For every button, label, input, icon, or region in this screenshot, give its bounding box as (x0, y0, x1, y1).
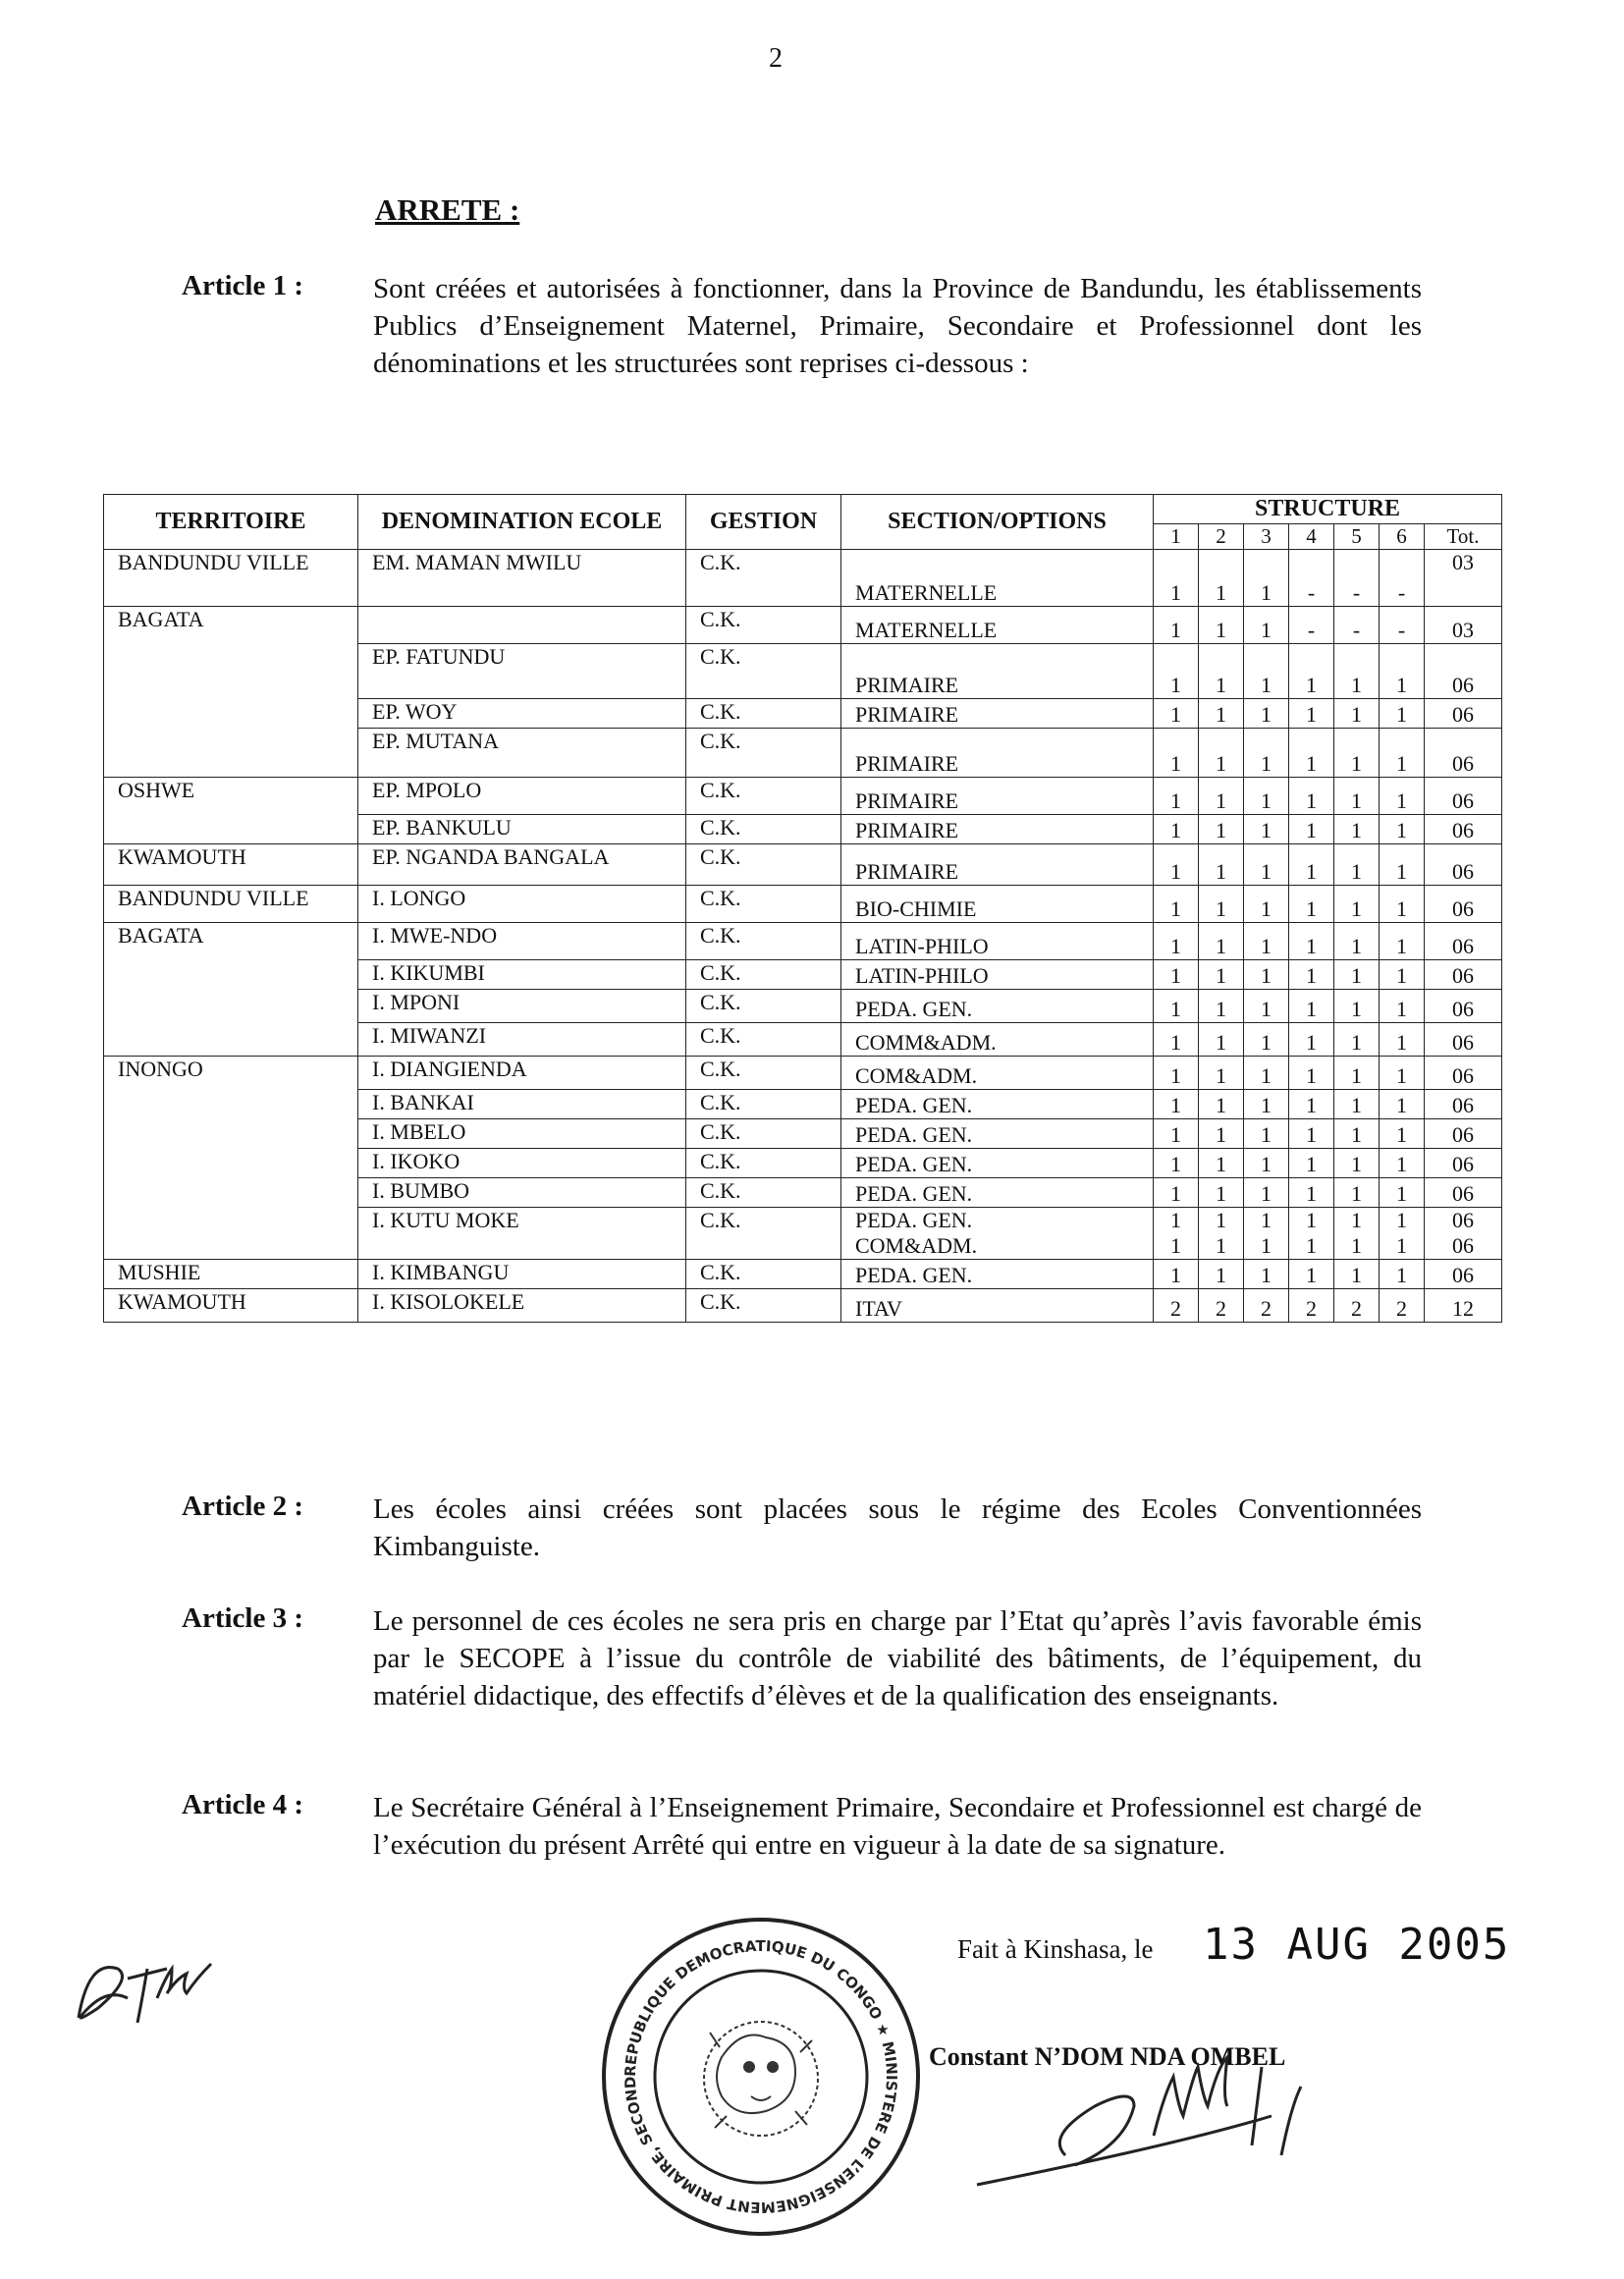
structure-cell-1: 1 (1154, 1057, 1199, 1090)
structure-cell-3: 1 (1244, 886, 1289, 923)
territoire-cell: MUSHIE (104, 1260, 358, 1289)
total-cell: 06 (1425, 1090, 1502, 1119)
denomination-cell: EP. NGANDA BANGALA (358, 844, 686, 886)
territoire-cell: BANDUNDU VILLE (104, 550, 358, 607)
table-row (104, 844, 1502, 886)
denomination-cell: EP. FATUNDU (358, 644, 686, 699)
total-cell: 06 (1425, 1119, 1502, 1149)
structure-cell-6: 2 (1380, 1289, 1425, 1323)
structure-cell-3: 1 (1244, 1260, 1289, 1289)
section-cell: MATERNELLE (841, 607, 1154, 644)
structure-cell-3: 1 (1244, 960, 1289, 990)
structure-cell-6: 1 (1380, 1057, 1425, 1090)
header-col-2: 2 (1199, 524, 1244, 550)
structure-cell-2: 1 (1199, 1090, 1244, 1119)
decree-heading: ARRETE : (375, 192, 520, 227)
section-cell: PRIMAIRE (841, 644, 1154, 699)
structure-cell-6: 1 (1380, 1023, 1425, 1057)
structure-value: 1 (1261, 1208, 1272, 1232)
article-3-text: Le personnel de ces écoles ne sera pris en charge par l’Etat qu’après l’avis favorable émis par le SECOPE à l’issue du contrôle de viabilité des bâtiments, de l’équipement, du matériel didactique, des effectifs d’élèves et de la qualification des enseignants. (373, 1605, 1422, 1711)
structure-cell-5: 1 (1334, 729, 1380, 778)
structure-cell-2: 1 (1199, 886, 1244, 923)
total-cell: 06 (1425, 644, 1502, 699)
structure-cell-4 (1289, 1208, 1334, 1260)
structure-cell-3: 1 (1244, 923, 1289, 960)
structure-cell-6: 1 (1380, 923, 1425, 960)
section-option: PEDA. GEN. (855, 1208, 973, 1232)
handwritten-initials (49, 1939, 245, 2042)
structure-cell-6: 1 (1380, 815, 1425, 844)
structure-cell-2: 1 (1199, 844, 1244, 886)
structure-value: 1 (1170, 1208, 1181, 1232)
structure-cell-5: 1 (1334, 960, 1380, 990)
structure-cell-2: 1 (1199, 1260, 1244, 1289)
structure-cell-4: 1 (1289, 1090, 1334, 1119)
structure-cell-6: 1 (1380, 960, 1425, 990)
structure-cell-3 (1244, 1208, 1289, 1260)
gestion-cell: C.K. (686, 1178, 841, 1208)
section-cell: COMM&ADM. (841, 1023, 1154, 1057)
structure-cell-3: 1 (1244, 1023, 1289, 1057)
structure-value: 1 (1170, 1233, 1181, 1258)
structure-cell-6: 1 (1380, 644, 1425, 699)
gestion-cell: C.K. (686, 729, 841, 778)
structure-cell-3: 1 (1244, 644, 1289, 699)
structure-cell-3: 1 (1244, 815, 1289, 844)
gestion-cell: C.K. (686, 778, 841, 815)
page-number: 2 (769, 43, 783, 74)
structure-value: 1 (1351, 1233, 1362, 1258)
table-row (104, 1057, 1502, 1090)
structure-cell-3: 1 (1244, 550, 1289, 607)
structure-cell-1: 1 (1154, 923, 1199, 960)
structure-cell-2: 1 (1199, 644, 1244, 699)
table-row (104, 607, 1502, 644)
structure-cell-2: 1 (1199, 923, 1244, 960)
article-3-label: Article 3 : (182, 1602, 303, 1634)
header-col-4: 4 (1289, 524, 1334, 550)
section-option: COM&ADM. (855, 1233, 978, 1258)
structure-cell-5: 1 (1334, 815, 1380, 844)
structure-cell-1: 1 (1154, 1023, 1199, 1057)
total-cell: 06 (1425, 960, 1502, 990)
section-cell: PRIMAIRE (841, 815, 1154, 844)
structure-cell-3: 1 (1244, 699, 1289, 729)
structure-cell-1: 1 (1154, 990, 1199, 1023)
signatory-name: Constant N’DOM NDA OMBEL (929, 2042, 1286, 2071)
structure-cell-1: 1 (1154, 1178, 1199, 1208)
structure-cell-6 (1380, 1208, 1425, 1260)
gestion-cell: C.K. (686, 1208, 841, 1260)
structure-cell-1: 1 (1154, 1149, 1199, 1178)
section-cell: PRIMAIRE (841, 699, 1154, 729)
structure-cell-6: 1 (1380, 1149, 1425, 1178)
structure-cell-4: 1 (1289, 1119, 1334, 1149)
structure-cell-4: 1 (1289, 815, 1334, 844)
structure-cell-6: 1 (1380, 729, 1425, 778)
article-2-text: Les écoles ainsi créées sont placées sous le régime des Ecoles Conventionnées Kimbanguiste. (373, 1493, 1422, 1562)
structure-cell-6: - (1380, 550, 1425, 607)
article-1-label: Article 1 : (182, 270, 303, 301)
total-cell: 06 (1425, 699, 1502, 729)
structure-cell-5: 1 (1334, 1057, 1380, 1090)
total-cell: 06 (1425, 729, 1502, 778)
denomination-cell: I. KIKUMBI (358, 960, 686, 990)
denomination-cell: I. BUMBO (358, 1178, 686, 1208)
structure-cell-4: 1 (1289, 960, 1334, 990)
structure-cell-6: 1 (1380, 699, 1425, 729)
territoire-cell: INONGO (104, 1057, 358, 1260)
structure-cell-3: 1 (1244, 1178, 1289, 1208)
section-cell (841, 1208, 1154, 1260)
section-cell: LATIN-PHILO (841, 923, 1154, 960)
total-cell: 06 (1425, 990, 1502, 1023)
structure-value: 1 (1396, 1208, 1407, 1232)
total-cell: 03 (1425, 550, 1502, 607)
header-territoire: TERRITOIRE (104, 495, 358, 550)
schools-structure-table (103, 494, 1502, 1323)
territoire-cell: KWAMOUTH (104, 1289, 358, 1323)
gestion-cell: C.K. (686, 1119, 841, 1149)
structure-cell-1: 1 (1154, 960, 1199, 990)
structure-cell-1: 1 (1154, 844, 1199, 886)
structure-cell-2: 1 (1199, 960, 1244, 990)
table-body (104, 550, 1502, 1323)
gestion-cell: C.K. (686, 1057, 841, 1090)
seal-text: REPUBLIQUE DEMOCRATIQUE DU CONGO ★ MINISTERE DE L’ENSEIGNEMENT PRIMAIRE, SECOND (621, 1936, 901, 2217)
total-cell: 06 (1425, 1149, 1502, 1178)
header-col-tot: Tot. (1425, 524, 1502, 550)
structure-cell-2: 1 (1199, 1149, 1244, 1178)
total-cell: 06 (1425, 923, 1502, 960)
structure-cell-4: 1 (1289, 1023, 1334, 1057)
denomination-cell (358, 607, 686, 644)
structure-cell-5: - (1334, 607, 1380, 644)
total-cell: 06 (1425, 1057, 1502, 1090)
structure-cell-2: 1 (1199, 1023, 1244, 1057)
section-cell: BIO-CHIMIE (841, 886, 1154, 923)
article-4-label: Article 4 : (182, 1789, 303, 1820)
structure-cell-2: 1 (1199, 778, 1244, 815)
gestion-cell: C.K. (686, 644, 841, 699)
gestion-cell: C.K. (686, 550, 841, 607)
structure-cell-2: 1 (1199, 1057, 1244, 1090)
denomination-cell: EP. MPOLO (358, 778, 686, 815)
table-row (104, 1260, 1502, 1289)
structure-cell-3: 1 (1244, 1090, 1289, 1119)
date-stamp: 13 AUG 2005 (1203, 1920, 1511, 1970)
total-cell: 03 (1425, 607, 1502, 644)
article-2-label: Article 2 : (182, 1491, 303, 1522)
structure-cell-4: 1 (1289, 1260, 1334, 1289)
gestion-cell: C.K. (686, 607, 841, 644)
structure-cell-1: 1 (1154, 815, 1199, 844)
gestion-cell: C.K. (686, 815, 841, 844)
structure-cell-4: 1 (1289, 729, 1334, 778)
structure-cell-2: 2 (1199, 1289, 1244, 1323)
section-cell: PEDA. GEN. (841, 1149, 1154, 1178)
structure-cell-6: 1 (1380, 844, 1425, 886)
structure-cell-5: 1 (1334, 699, 1380, 729)
territoire-cell: OSHWE (104, 778, 358, 844)
structure-cell-1: 1 (1154, 778, 1199, 815)
gestion-cell: C.K. (686, 960, 841, 990)
denomination-cell: I. MIWANZI (358, 1023, 686, 1057)
section-cell: PEDA. GEN. (841, 1090, 1154, 1119)
structure-cell-2: 1 (1199, 815, 1244, 844)
structure-cell-1: 1 (1154, 1260, 1199, 1289)
header-structure: STRUCTURE (1154, 495, 1502, 524)
structure-cell-5: 1 (1334, 1178, 1380, 1208)
total-cell: 06 (1425, 1023, 1502, 1057)
structure-cell-4: 2 (1289, 1289, 1334, 1323)
structure-cell-5: 2 (1334, 1289, 1380, 1323)
denomination-cell: I. BANKAI (358, 1090, 686, 1119)
territoire-cell: BAGATA (104, 923, 358, 1057)
structure-cell-2: 1 (1199, 1119, 1244, 1149)
structure-cell-6: 1 (1380, 1090, 1425, 1119)
structure-cell-3: 1 (1244, 778, 1289, 815)
total-cell: 06 (1425, 1260, 1502, 1289)
denomination-cell: I. IKOKO (358, 1149, 686, 1178)
structure-value: 1 (1261, 1233, 1272, 1258)
structure-cell-5: 1 (1334, 1119, 1380, 1149)
total-cell: 06 (1425, 815, 1502, 844)
header-section: SECTION/OPTIONS (841, 495, 1154, 550)
section-cell: PEDA. GEN. (841, 1119, 1154, 1149)
structure-cell-3: 2 (1244, 1289, 1289, 1323)
structure-value: 1 (1306, 1208, 1317, 1232)
header-col-5: 5 (1334, 524, 1380, 550)
structure-cell-4: 1 (1289, 644, 1334, 699)
structure-cell-4: 1 (1289, 1057, 1334, 1090)
structure-cell-6: 1 (1380, 1260, 1425, 1289)
gestion-cell: C.K. (686, 886, 841, 923)
section-cell: PEDA. GEN. (841, 1260, 1154, 1289)
total-value: 06 (1452, 1208, 1475, 1232)
header-col-1: 1 (1154, 524, 1199, 550)
section-cell: LATIN-PHILO (841, 960, 1154, 990)
structure-cell-4: 1 (1289, 923, 1334, 960)
structure-cell-1: 1 (1154, 550, 1199, 607)
structure-cell-4: 1 (1289, 778, 1334, 815)
structure-cell-6: 1 (1380, 1178, 1425, 1208)
gestion-cell: C.K. (686, 990, 841, 1023)
structure-cell-3: 1 (1244, 1057, 1289, 1090)
structure-cell-4: 1 (1289, 990, 1334, 1023)
structure-cell-2: 1 (1199, 990, 1244, 1023)
structure-cell-2: 1 (1199, 607, 1244, 644)
denomination-cell: I. KIMBANGU (358, 1260, 686, 1289)
structure-cell-3: 1 (1244, 844, 1289, 886)
denomination-cell: EM. MAMAN MWILU (358, 550, 686, 607)
structure-cell-6: - (1380, 607, 1425, 644)
denomination-cell: I. LONGO (358, 886, 686, 923)
structure-cell-1: 1 (1154, 729, 1199, 778)
denomination-cell: EP. WOY (358, 699, 686, 729)
structure-cell-5: 1 (1334, 1260, 1380, 1289)
header-col-6: 6 (1380, 524, 1425, 550)
structure-cell-5: 1 (1334, 1090, 1380, 1119)
structure-cell-2 (1199, 1208, 1244, 1260)
structure-value: 1 (1351, 1208, 1362, 1232)
structure-cell-5: 1 (1334, 990, 1380, 1023)
header-denomination: DENOMINATION ECOLE (358, 495, 686, 550)
structure-cell-6: 1 (1380, 886, 1425, 923)
territoire-cell: KWAMOUTH (104, 844, 358, 886)
handwritten-signature (967, 2028, 1458, 2199)
structure-cell-5: - (1334, 550, 1380, 607)
structure-cell-1: 1 (1154, 607, 1199, 644)
section-cell: PEDA. GEN. (841, 990, 1154, 1023)
denomination-cell: EP. BANKULU (358, 815, 686, 844)
denomination-cell: I. KUTU MOKE (358, 1208, 686, 1260)
structure-cell-1: 2 (1154, 1289, 1199, 1323)
structure-cell-4: 1 (1289, 1149, 1334, 1178)
structure-cell-1: 1 (1154, 644, 1199, 699)
denomination-cell: I. KISOLOKELE (358, 1289, 686, 1323)
structure-value: 1 (1216, 1208, 1226, 1232)
table-row (104, 886, 1502, 923)
structure-cell-2: 1 (1199, 729, 1244, 778)
gestion-cell: C.K. (686, 1289, 841, 1323)
total-cell: 06 (1425, 778, 1502, 815)
structure-cell-4: - (1289, 550, 1334, 607)
section-cell: COM&ADM. (841, 1057, 1154, 1090)
structure-value: 1 (1396, 1233, 1407, 1258)
section-cell: PRIMAIRE (841, 778, 1154, 815)
structure-cell-3: 1 (1244, 1149, 1289, 1178)
total-cell (1425, 1208, 1502, 1260)
denomination-cell: EP. MUTANA (358, 729, 686, 778)
gestion-cell: C.K. (686, 1023, 841, 1057)
structure-cell-5: 1 (1334, 778, 1380, 815)
structure-cell-5: 1 (1334, 886, 1380, 923)
table-row (104, 550, 1502, 607)
gestion-cell: C.K. (686, 1260, 841, 1289)
structure-cell-3: 1 (1244, 607, 1289, 644)
structure-cell-5: 1 (1334, 1149, 1380, 1178)
denomination-cell: I. MBELO (358, 1119, 686, 1149)
section-cell: PEDA. GEN. (841, 1178, 1154, 1208)
structure-value: 1 (1216, 1233, 1226, 1258)
place-label: Fait à Kinshasa, le (957, 1934, 1154, 1964)
section-cell: PRIMAIRE (841, 729, 1154, 778)
official-seal (594, 1910, 928, 2249)
gestion-cell: C.K. (686, 1149, 841, 1178)
table-row (104, 778, 1502, 815)
total-cell: 06 (1425, 1178, 1502, 1208)
structure-cell-1 (1154, 1208, 1199, 1260)
structure-cell-3: 1 (1244, 729, 1289, 778)
header-gestion: GESTION (686, 495, 841, 550)
total-value: 06 (1452, 1233, 1475, 1258)
gestion-cell: C.K. (686, 923, 841, 960)
structure-cell-5: 1 (1334, 644, 1380, 699)
denomination-cell: I. DIANGIENDA (358, 1057, 686, 1090)
structure-cell-4: - (1289, 607, 1334, 644)
structure-cell-2: 1 (1199, 550, 1244, 607)
structure-cell-4: 1 (1289, 844, 1334, 886)
structure-cell-3: 1 (1244, 1119, 1289, 1149)
structure-cell-4: 1 (1289, 699, 1334, 729)
structure-cell-6: 1 (1380, 778, 1425, 815)
denomination-cell: I. MPONI (358, 990, 686, 1023)
gestion-cell: C.K. (686, 1090, 841, 1119)
structure-cell-1: 1 (1154, 1090, 1199, 1119)
gestion-cell: C.K. (686, 699, 841, 729)
structure-cell-1: 1 (1154, 1119, 1199, 1149)
territoire-cell: BAGATA (104, 607, 358, 778)
section-cell: PRIMAIRE (841, 844, 1154, 886)
structure-cell-1: 1 (1154, 886, 1199, 923)
structure-cell-5 (1334, 1208, 1380, 1260)
header-col-3: 3 (1244, 524, 1289, 550)
structure-cell-6: 1 (1380, 1119, 1425, 1149)
structure-value: 1 (1306, 1233, 1317, 1258)
gestion-cell: C.K. (686, 844, 841, 886)
structure-cell-5: 1 (1334, 844, 1380, 886)
territoire-cell: BANDUNDU VILLE (104, 886, 358, 923)
structure-cell-4: 1 (1289, 1178, 1334, 1208)
lion-emblem-icon (704, 2022, 818, 2136)
total-cell: 06 (1425, 886, 1502, 923)
structure-cell-1: 1 (1154, 699, 1199, 729)
section-cell: ITAV (841, 1289, 1154, 1323)
structure-cell-3: 1 (1244, 990, 1289, 1023)
structure-cell-5: 1 (1334, 923, 1380, 960)
structure-cell-2: 1 (1199, 699, 1244, 729)
structure-cell-2: 1 (1199, 1178, 1244, 1208)
total-cell: 06 (1425, 844, 1502, 886)
structure-cell-6: 1 (1380, 990, 1425, 1023)
total-cell: 12 (1425, 1289, 1502, 1323)
table-row (104, 1289, 1502, 1323)
article-4-text: Le Secrétaire Général à l’Enseignement Primaire, Secondaire et Professionnel est chargé de l’exécution du présent Arrêté qui entre en vigueur à la date de sa signature. (373, 1792, 1422, 1861)
article-1-text: Sont créées et autorisées à fonctionner, dans la Province de Bandundu, les établissements Publics d’Enseignement Maternel, Primaire, Secondaire et Professionnel dont les dénominations et les structurées sont reprises ci-dessous : (373, 273, 1422, 379)
structure-cell-5: 1 (1334, 1023, 1380, 1057)
table-row (104, 923, 1502, 960)
structure-cell-4: 1 (1289, 886, 1334, 923)
denomination-cell: I. MWE-NDO (358, 923, 686, 960)
section-cell: MATERNELLE (841, 550, 1154, 607)
